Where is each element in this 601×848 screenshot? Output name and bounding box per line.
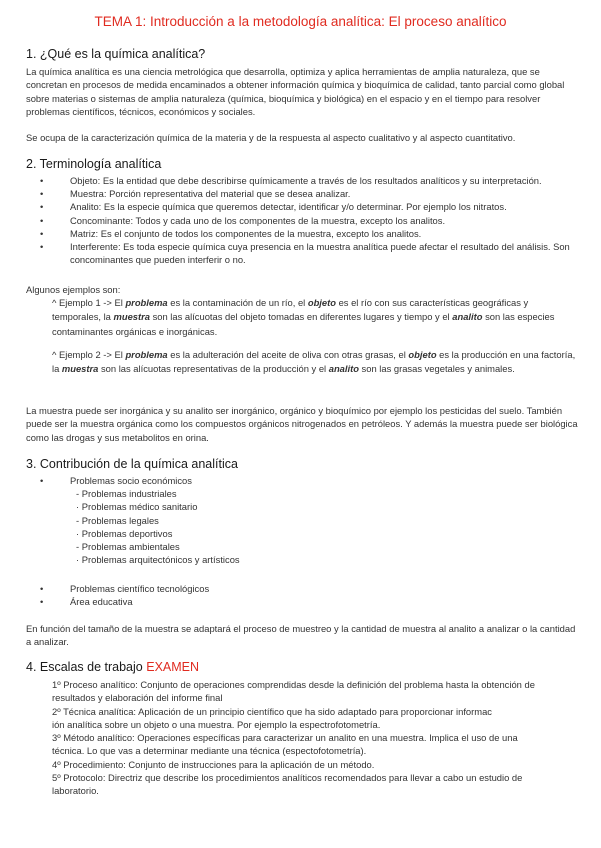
list-item: • Área educativa [40, 596, 133, 608]
list-item: ión analítica sobre un objeto o una muestra. Por ejemplo la espectrofotometría. [52, 718, 381, 730]
list-subitem: · Problemas médico sanitario [76, 501, 198, 513]
list-subitem: - Problemas legales [76, 514, 159, 526]
exam-tag: EXAMEN [146, 660, 200, 674]
list-subitem: · Problemas arquitectónicos y artísticos [76, 554, 240, 566]
example-2: ^ Ejemplo 2 -> El problema es la adulteración del aceite de oliva con otras grasas, el objeto es la producción en una factoría, la muestra son las alícuotas representativas de la producción y el analito son las grasas vegetales y animales. [52, 349, 576, 375]
bullet-icon: • [40, 175, 44, 186]
list-item: 1º Proceso analítico: Conjunto de operaciones comprendidas desde la definición del problema hasta la obtención de [52, 679, 535, 690]
list-item: 4º Procedimiento: Conjunto de instrucciones para la aplicación de un método. [52, 758, 375, 770]
contribution-list [40, 474, 575, 566]
list-item: laboratorio. [52, 785, 99, 797]
bullet-icon: • [40, 214, 44, 226]
bullet-icon: • [40, 596, 44, 608]
section-4-heading: 4. Escalas de trabajo EXAMEN [26, 660, 200, 674]
list-subitem: - Problemas ambientales [76, 541, 180, 553]
section-1-paragraph-2: Se ocupa de la caracterización química de la materia y de la respuesta al aspecto cualitativo y al aspecto cuantitativo. [26, 132, 516, 143]
section-3-paragraph: En función del tamaño de la muestra se adaptará el proceso de muestreo y la cantidad de muestra al analito a analizar o la cantidad a analizar. [26, 623, 576, 648]
list-item: 3º Método analítico: Operaciones específicas para caracterizar un analito en una muestra. Implica el uso de una [52, 732, 518, 744]
list-item: 2º Técnica analítica: Aplicación de un principio científico que ha sido adaptado para proporcionar informac [52, 705, 492, 717]
bullet-icon: • [40, 475, 44, 486]
contribution-list-2 [40, 582, 575, 608]
document-title: TEMA 1: Introducción a la metodología analítica: El proceso analítico [94, 14, 507, 29]
list-item: • Concominante: Todos y cada uno de los componentes de la muestra, excepto los analitos. [40, 214, 446, 226]
list-item: resultados y elaboración del informe final [52, 692, 223, 704]
section-1-paragraph-1: La química analítica es una ciencia metrológica que desarrolla, optimiza y aplica herramientas de amplia naturaleza, que se concretan en procesos de medida encaminados a obtener información química y bioquímica de calidad, tanto parcial como global sobre materias o sistemas de amplia naturaleza (química, bioquímica y biológica) en el espacio y en el tiempo para resolver problemas científicos, técnicos, económicos y sociales. [26, 66, 565, 117]
list-item: • Problemas científico tecnológicos [40, 583, 210, 594]
list-subitem: - Problemas industriales [76, 488, 177, 500]
list-item: técnica. Lo que vas a determinar mediante una técnica (espectofotometría). [52, 745, 367, 757]
section-2-paragraph: La muestra puede ser inorgánica y su analito ser inorgánico, orgánico y bioquímico por ejemplo los pesticidas del suelo. También puede ser la muestra orgánica como los compuestos orgánicos nitrogenados en petróleos. Y además la muestra puede ser biológica como las drogas y sus metabolitos en orina. [26, 405, 578, 443]
section-2-heading: 2. Terminología analítica [26, 157, 162, 171]
list-item: • Analito: Es la especie química que queremos detectar, identificar y/o determinar. Por ejemplo los nitratos. [40, 201, 507, 213]
example-1: ^ Ejemplo 1 -> El problema es la contaminación de un río, el objeto es el río con sus características geográficas y temporales, la muestra son las alícuotas del objeto tomadas en diferentes lugares y tiempo y el analito son las especies contaminantes orgánicas e inorgánicas. [52, 297, 555, 337]
list-subitem: · Problemas deportivos [76, 527, 173, 539]
list-item: • Matriz: Es el conjunto de todos los componentes de la muestra, excepto los analitos. [40, 227, 422, 239]
terminology-list [40, 174, 575, 266]
list-item: • Interferente: Es toda especie química cuya presencia en la muestra analítica puede afectar el resultado del análisis. Son concominantes que pueden interferir o no. [40, 241, 570, 266]
examples-intro: Algunos ejemplos son: [26, 284, 121, 295]
list-item: • Objeto: Es la entidad que debe describirse químicamente a través de los resultados analíticos y su interpretación. [40, 175, 542, 186]
list-item: • Problemas socio económicos [40, 475, 192, 486]
bullet-icon: • [40, 227, 44, 239]
bullet-icon: • [40, 188, 44, 200]
bullet-icon: • [40, 583, 44, 594]
bullet-icon: • [40, 241, 44, 253]
list-item: • Muestra: Porción representativa del material que se desea analizar. [40, 188, 351, 200]
list-item: 5º Protocolo: Directriz que describe los procedimientos analíticos recomendados para llevar a cabo un estudio de [52, 772, 523, 784]
work-scales-list [52, 678, 577, 798]
section-1-heading: 1. ¿Qué es la química analítica? [26, 47, 206, 61]
section-3-heading: 3. Contribución de la química analítica [26, 457, 238, 471]
bullet-icon: • [40, 201, 44, 213]
